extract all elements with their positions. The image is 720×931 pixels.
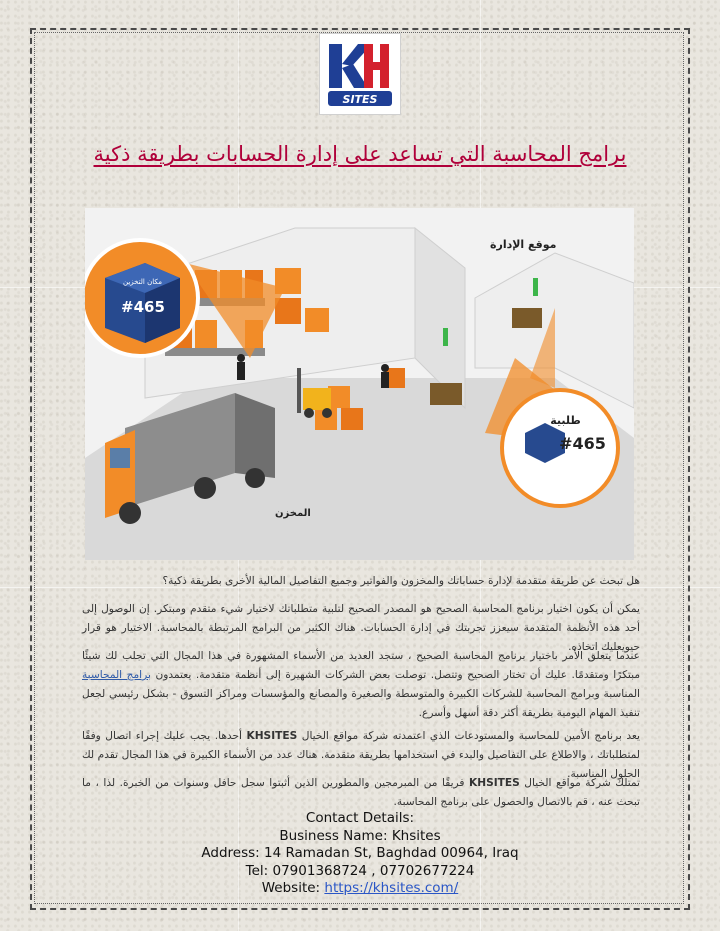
paragraph-team	[82, 774, 640, 812]
paragraph-selection	[82, 647, 640, 723]
paragraph-text: فريقًا من المبرمجين والمطورين الذين أثبتوا سجل حافل وسنوات من الخبرة. لذا ، ما تبحث عنه ، قم بالاتصال والحصول على برنامج المحاسبة.	[82, 777, 640, 808]
website-label: Website:	[261, 880, 325, 896]
khsites-logo	[319, 33, 401, 115]
paragraph-text: أحدها. يجب عليك إجراء اتصال وفقًا لمتطلباتك ، والاطلاع على التفاصيل والبدء في استخدامها بطريقة متقدمة. هناك عدد من الأسماء الكبيرة في هذا المجال تقدم لك الحلول المناسبة.	[82, 730, 640, 780]
svg-text:SITES: SITES	[342, 93, 378, 106]
brand-name: KHSITES	[246, 730, 298, 742]
paragraph-text: يعد برنامج الأمين للمحاسبة والمستودعات الذي اعتمدته شركة مواقع الخيال	[297, 730, 640, 742]
website-link[interactable]: https://khsites.com/	[324, 880, 459, 896]
brand-name: KHSITES	[469, 777, 520, 789]
business-name: Business Name: Khsites	[279, 827, 441, 844]
warehouse-label: المخزن	[275, 508, 311, 519]
warehouse-illustration	[85, 208, 634, 560]
logo-graphic	[320, 34, 400, 114]
paragraph-choice: يمكن أن يكون اختيار برنامج المحاسبة الصحيح هو المصدر الصحيح لتلبية متطلباتك لاختيار شيء متقدم ومبتكر. إن الوصول إلى أحد هذه الأنظمة المتقدمة سيعزز تجربتك في إدارة الحسابات. هناك الكثير من البرامج المرتبطة بالمحاسبة. الاختيار هو قرار حيويعليك اتخاذه.	[82, 603, 640, 653]
paragraph-text: عندما يتعلق الأمر باختيار برنامج المحاسبة الصحيح ، ستجد العديد من الأسماء المشهورة في هذا المجال التي تجلب لك شيئًا مبتكرًا ومتقدمًا. عليك أن تختار الصحيح وتتصل. توصلت بعض الشركات الشهيرة إلى أنظمة متقدمة. يعتمدون	[82, 650, 640, 681]
accounting-software-link[interactable]: برامج المحاسبة	[82, 669, 151, 681]
address: Address: 14 Ramadan St, Baghdad 00964, Iraq	[201, 845, 519, 861]
website	[160, 880, 560, 898]
storage-number: #465	[121, 298, 165, 316]
paragraph-intro: هل تبحث عن طريقة متقدمة لإدارة حساباتك والمخزون والفواتير وجميع التفاصيل المالية الأخرى بطريقة ذكية؟	[162, 575, 640, 587]
telephone: Tel: 07901368724 , 07702677224	[245, 862, 475, 879]
order-number: #465	[559, 434, 606, 453]
storage-location-label: مكان التخزين	[123, 278, 162, 286]
paragraph-text: تمتلك شركة مواقع الخيال	[519, 777, 640, 789]
paragraph-text: المناسبة وبرامج المحاسبة للشركات الكبيرة والمتوسطة والصغيرة والمصانع والمؤسسات ومراكز التسوق - بشكل رئيسي لجعل تنفيذ المهام اليومية بطريقة أكثر دقة أسهل وأسرع.	[82, 688, 640, 719]
order-label: طلبية	[550, 414, 581, 427]
page-title: برامج المحاسبة التي تساعد على إدارة الحسابات بطريقة ذكية	[93, 142, 627, 166]
admin-label: موقع الإدارة	[490, 238, 557, 251]
contact-details	[160, 810, 560, 898]
contact-heading: Contact Details:	[305, 810, 415, 826]
